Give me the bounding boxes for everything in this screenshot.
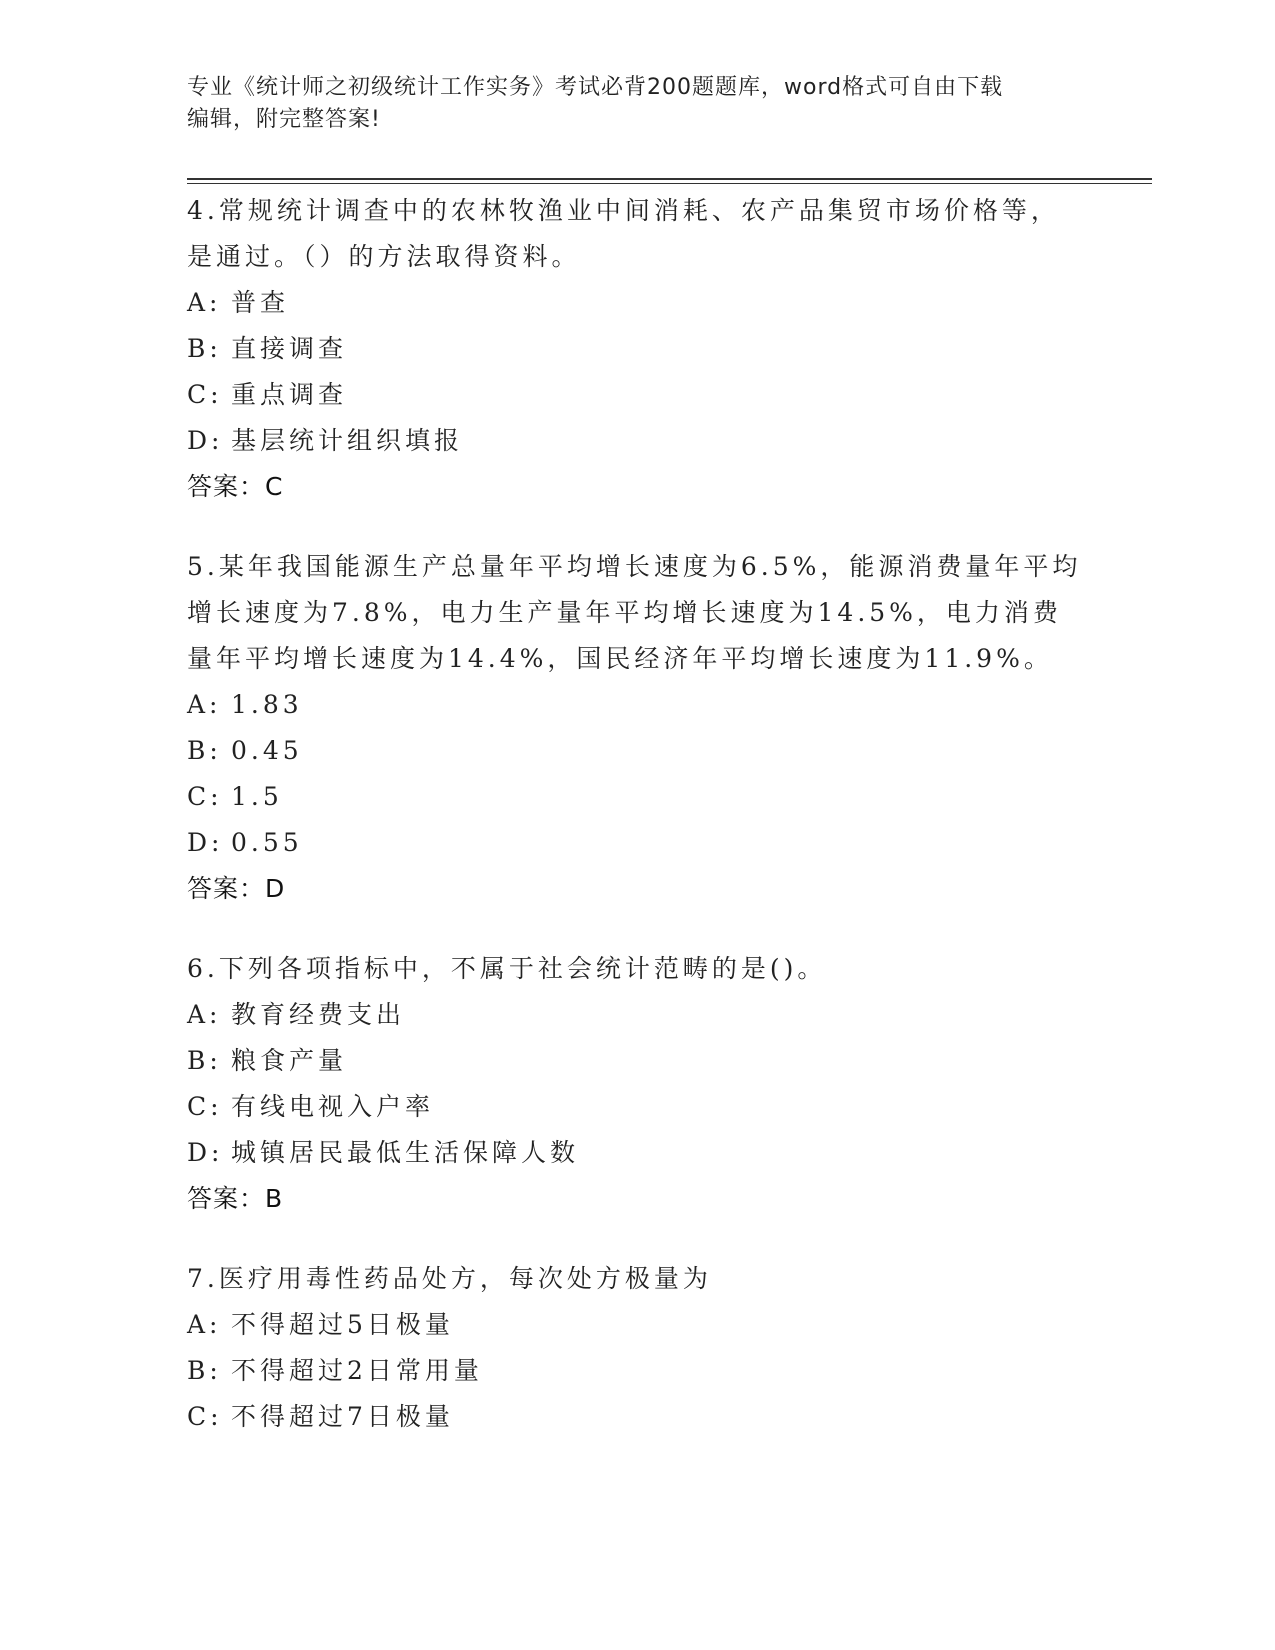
option-text: 不得超过2日常用量 bbox=[231, 1356, 483, 1385]
option-label: C: bbox=[187, 380, 223, 409]
option-d bbox=[187, 820, 1087, 866]
question-stem: 4.常规统计调查中的农林牧渔业中间消耗、农产品集贸市场价格等，是通过。（）的方法取得资料。 bbox=[187, 196, 1060, 271]
option-label: A: bbox=[187, 288, 222, 317]
option-label: C: bbox=[187, 782, 223, 811]
question-7 bbox=[187, 1256, 1087, 1440]
option-text: 粮食产量 bbox=[231, 1046, 348, 1075]
option-d bbox=[187, 418, 1087, 464]
question-list bbox=[187, 188, 1087, 1474]
header-rule-thin bbox=[187, 183, 1152, 184]
option-label: C: bbox=[187, 1402, 223, 1431]
option-c bbox=[187, 774, 1087, 820]
option-text: 城镇居民最低生活保障人数 bbox=[231, 1138, 580, 1167]
option-b bbox=[187, 1038, 1087, 1084]
option-text: 不得超过7日极量 bbox=[231, 1402, 454, 1431]
option-label: B: bbox=[187, 1046, 222, 1075]
option-c bbox=[187, 1394, 1087, 1440]
option-text: 普查 bbox=[231, 288, 290, 317]
option-c bbox=[187, 1084, 1087, 1130]
option-label: B: bbox=[187, 736, 222, 765]
option-b bbox=[187, 1348, 1087, 1394]
option-text: 基层统计组织填报 bbox=[231, 426, 464, 455]
option-label: A: bbox=[187, 690, 222, 719]
option-a bbox=[187, 280, 1087, 326]
answer-text: 答案：B bbox=[187, 1184, 284, 1213]
option-label: A: bbox=[187, 1310, 222, 1339]
option-text: 0.45 bbox=[231, 736, 303, 765]
question-stem: 5.某年我国能源生产总量年平均增长速度为6.5%，能源消费量年平均增长速度为7.8%，电力生产量年平均增长速度为14.5%，电力消费量年平均增长速度为14.4%，国民经济年平均增长速度为11.9%。 bbox=[187, 552, 1082, 673]
option-a bbox=[187, 682, 1087, 728]
option-b bbox=[187, 326, 1087, 372]
question-stem: 7.医疗用毒性药品处方，每次处方极量为 bbox=[187, 1264, 712, 1293]
option-label: C: bbox=[187, 1092, 223, 1121]
option-text: 直接调查 bbox=[231, 334, 348, 363]
option-text: 教育经费支出 bbox=[231, 1000, 406, 1029]
question-5 bbox=[187, 544, 1087, 912]
option-text: 1.5 bbox=[231, 782, 283, 811]
header-line-2: 编辑，附完整答案! bbox=[187, 107, 381, 132]
option-label: D: bbox=[187, 426, 224, 455]
answer-text: 答案：D bbox=[187, 874, 286, 903]
option-text: 0.55 bbox=[231, 828, 303, 857]
answer-text: 答案：C bbox=[187, 472, 284, 501]
header-line-1: 专业《统计师之初级统计工作实务》考试必背200题题库，word格式可自由下载 bbox=[187, 75, 1004, 100]
question-4 bbox=[187, 188, 1087, 510]
header-rule-thick bbox=[187, 178, 1152, 180]
option-label: B: bbox=[187, 334, 222, 363]
option-d bbox=[187, 1130, 1087, 1176]
option-label: D: bbox=[187, 1138, 224, 1167]
option-label: A: bbox=[187, 1000, 222, 1029]
question-stem: 6.下列各项指标中，不属于社会统计范畴的是()。 bbox=[187, 954, 827, 983]
option-text: 重点调查 bbox=[231, 380, 348, 409]
option-text: 有线电视入户率 bbox=[231, 1092, 435, 1121]
option-label: B: bbox=[187, 1356, 222, 1385]
option-label: D: bbox=[187, 828, 224, 857]
option-a bbox=[187, 992, 1087, 1038]
option-text: 1.83 bbox=[231, 690, 303, 719]
question-6 bbox=[187, 946, 1087, 1222]
option-text: 不得超过5日极量 bbox=[231, 1310, 454, 1339]
option-a bbox=[187, 1302, 1087, 1348]
option-c bbox=[187, 372, 1087, 418]
option-b bbox=[187, 728, 1087, 774]
document-header bbox=[187, 72, 1067, 136]
